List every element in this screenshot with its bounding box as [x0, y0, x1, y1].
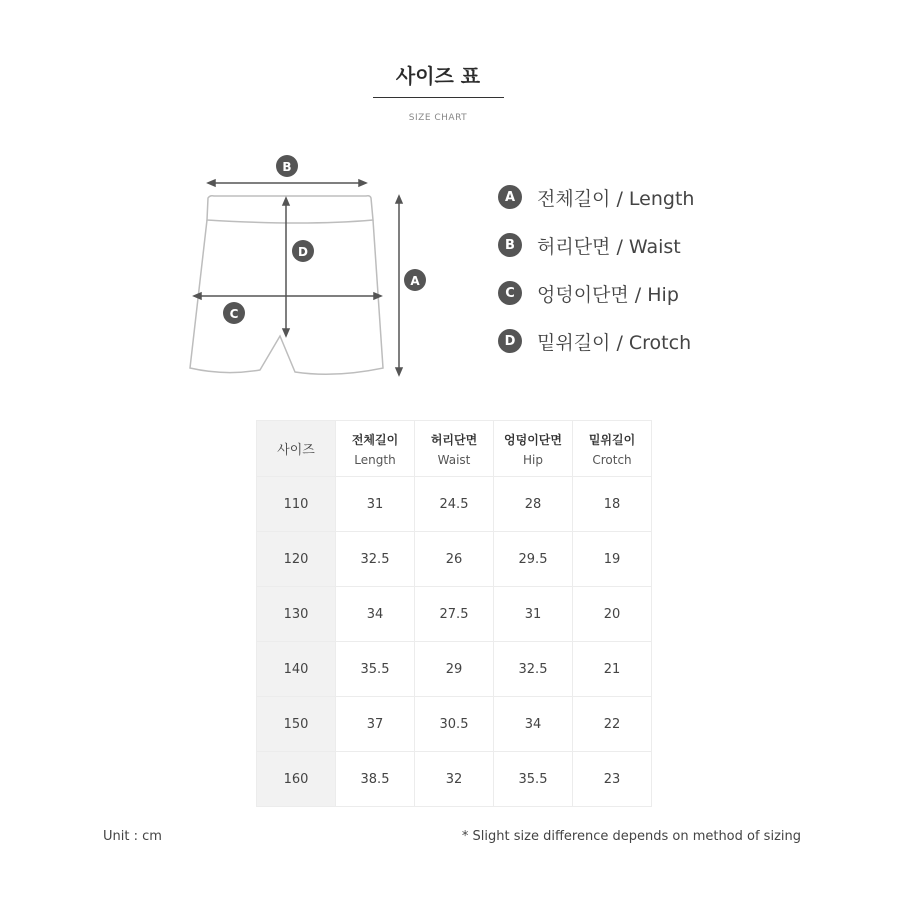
size-cell: 120 — [257, 532, 336, 587]
header-hip-ko: 엉덩이단면 — [504, 432, 562, 447]
crotch-cell: 22 — [573, 697, 652, 752]
table-row — [257, 752, 652, 807]
sizing-disclaimer: * Slight size difference depends on method of sizing — [461, 829, 801, 844]
waist-cell: 29 — [415, 642, 494, 697]
measurement-legend — [498, 185, 694, 377]
waist-cell: 32 — [415, 752, 494, 807]
hip-cell: 34 — [494, 697, 573, 752]
svg-text:C: C — [229, 307, 239, 321]
legend-label-hip: 엉덩이단면 / Hip — [537, 283, 679, 306]
table-header-row — [257, 421, 652, 477]
crotch-cell: 20 — [573, 587, 652, 642]
table-row — [257, 697, 652, 752]
crotch-arrow — [283, 198, 289, 336]
length-arrow — [396, 196, 402, 375]
size-table — [256, 420, 652, 807]
waist-cell: 30.5 — [415, 697, 494, 752]
header-length — [336, 421, 415, 477]
header-size: 사이즈 — [257, 421, 336, 477]
badge-c — [223, 302, 245, 324]
size-cell: 140 — [257, 642, 336, 697]
legend-item-crotch — [498, 329, 694, 353]
shorts-diagram — [170, 150, 450, 390]
header-hip — [494, 421, 573, 477]
hip-cell: 28 — [494, 477, 573, 532]
table-row — [257, 587, 652, 642]
header-crotch-ko: 밑위길이 — [588, 432, 636, 447]
waist-cell: 24.5 — [415, 477, 494, 532]
badge-a — [404, 269, 426, 291]
waist-cell: 26 — [415, 532, 494, 587]
table-row — [257, 532, 652, 587]
legend-badge-a: A — [498, 185, 522, 209]
length-cell: 37 — [336, 697, 415, 752]
crotch-cell: 23 — [573, 752, 652, 807]
legend-badge-b: B — [498, 233, 522, 257]
hip-cell: 32.5 — [494, 642, 573, 697]
legend-label-length: 전체길이 / Length — [537, 187, 695, 210]
page-subtitle: SIZE CHART — [408, 113, 468, 123]
waist-arrow — [208, 180, 366, 186]
hip-cell: 29.5 — [494, 532, 573, 587]
waist-cell: 27.5 — [415, 587, 494, 642]
crotch-cell: 18 — [573, 477, 652, 532]
legend-badge-d: D — [498, 329, 522, 353]
legend-item-waist — [498, 233, 694, 257]
svg-text:B: B — [282, 160, 292, 174]
header-length-en: Length — [354, 452, 396, 467]
hip-arrow — [194, 293, 381, 299]
svg-text:D: D — [298, 245, 308, 259]
title-divider — [373, 97, 504, 98]
legend-item-hip — [498, 281, 694, 305]
header-waist-en: Waist — [437, 452, 471, 467]
length-cell: 38.5 — [336, 752, 415, 807]
size-cell: 150 — [257, 697, 336, 752]
length-cell: 34 — [336, 587, 415, 642]
length-cell: 35.5 — [336, 642, 415, 697]
table-row — [257, 642, 652, 697]
hip-cell: 31 — [494, 587, 573, 642]
legend-badge-c: C — [498, 281, 522, 305]
length-cell: 32.5 — [336, 532, 415, 587]
legend-label-crotch: 밑위길이 / Crotch — [537, 331, 692, 354]
crotch-cell: 19 — [573, 532, 652, 587]
unit-note: Unit : cm — [103, 829, 162, 844]
legend-label-waist: 허리단면 / Waist — [537, 235, 681, 258]
page-title: 사이즈 표 — [395, 64, 481, 88]
header-waist — [415, 421, 494, 477]
crotch-cell: 21 — [573, 642, 652, 697]
legend-item-length — [498, 185, 694, 209]
header-crotch — [573, 421, 652, 477]
table-row — [257, 477, 652, 532]
header-hip-en: Hip — [523, 452, 543, 467]
header-waist-ko: 허리단면 — [430, 432, 478, 447]
badge-d — [292, 240, 314, 262]
badge-b — [276, 155, 298, 177]
size-cell: 130 — [257, 587, 336, 642]
header-length-ko: 전체길이 — [351, 432, 399, 447]
length-cell: 31 — [336, 477, 415, 532]
size-cell: 110 — [257, 477, 336, 532]
header-crotch-en: Crotch — [592, 452, 632, 467]
hip-cell: 35.5 — [494, 752, 573, 807]
size-cell: 160 — [257, 752, 336, 807]
svg-text:A: A — [410, 274, 420, 288]
